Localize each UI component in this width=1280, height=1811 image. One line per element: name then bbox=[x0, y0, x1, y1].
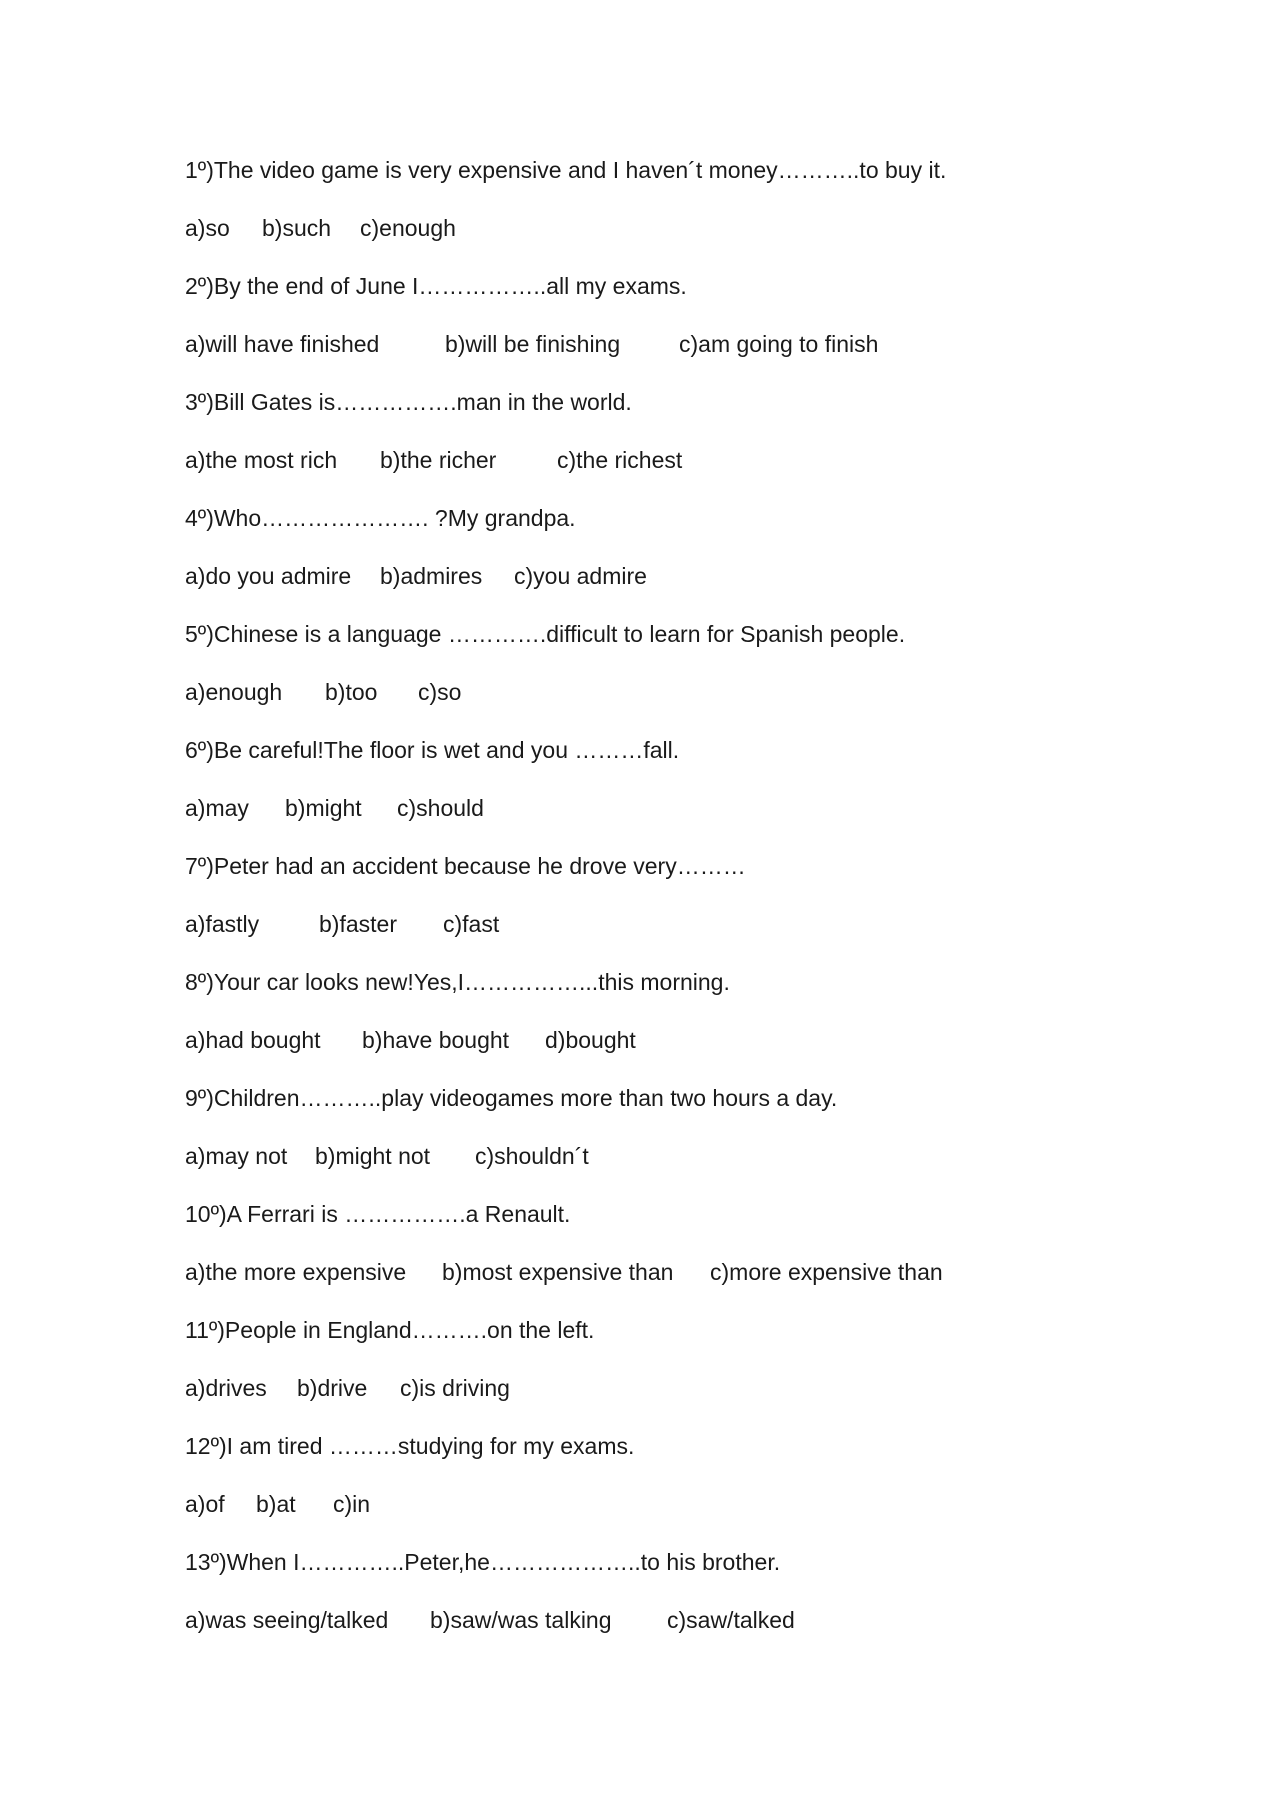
option-c: c)saw/talked bbox=[667, 1607, 795, 1633]
option-b: b)drive bbox=[297, 1375, 368, 1401]
answer-options bbox=[185, 1252, 1185, 1310]
option-a: a)the most rich bbox=[185, 447, 338, 473]
option-a: a)may not bbox=[185, 1143, 288, 1169]
option-c: c)am going to finish bbox=[679, 331, 879, 357]
answer-options bbox=[185, 788, 1185, 846]
option-c: c)in bbox=[333, 1491, 371, 1517]
option-a: a)of bbox=[185, 1491, 225, 1517]
question-text: 6º)Be careful!The floor is wet and you ………fall. bbox=[185, 737, 680, 763]
option-b: b)admires bbox=[380, 563, 483, 589]
option-b: b)such bbox=[262, 215, 332, 241]
option-a: a)enough bbox=[185, 679, 283, 705]
option-b: b)faster bbox=[319, 911, 397, 937]
question-text: 7º)Peter had an accident because he drove very……… bbox=[185, 853, 746, 879]
option-c: c)more expensive than bbox=[710, 1259, 943, 1285]
option-a: a)had bought bbox=[185, 1027, 321, 1053]
option-c: d)bought bbox=[545, 1027, 636, 1053]
answer-options bbox=[185, 556, 1185, 614]
option-a: a)do you admire bbox=[185, 563, 352, 589]
option-b: b)too bbox=[325, 679, 378, 705]
question-text: 8º)Your car looks new!Yes,I……………...this morning. bbox=[185, 969, 730, 995]
question-text: 2º)By the end of June I……………..all my exams. bbox=[185, 273, 687, 299]
option-a: a)fastly bbox=[185, 911, 260, 937]
answer-options bbox=[185, 1484, 1185, 1542]
question-text: 13º)When I…………..Peter,he………………..to his brother. bbox=[185, 1549, 781, 1575]
option-a: a)so bbox=[185, 215, 230, 241]
answer-options bbox=[185, 1368, 1185, 1426]
option-b: b)might bbox=[285, 795, 362, 821]
option-c: c)you admire bbox=[514, 563, 647, 589]
question-text: 5º)Chinese is a language ………….difficult to learn for Spanish people. bbox=[185, 621, 906, 647]
answer-options bbox=[185, 324, 1185, 382]
option-b: b)the richer bbox=[380, 447, 497, 473]
question-text: 4º)Who…………………. ?My grandpa. bbox=[185, 505, 576, 531]
option-a: a)will have finished bbox=[185, 331, 380, 357]
option-b: b)will be finishing bbox=[445, 331, 621, 357]
question-text: 1º)The video game is very expensive and I haven´t money………..to buy it. bbox=[185, 157, 947, 183]
option-b: b)might not bbox=[315, 1143, 431, 1169]
answer-options bbox=[185, 672, 1185, 730]
option-c: c)fast bbox=[443, 911, 500, 937]
option-c: c)is driving bbox=[400, 1375, 510, 1401]
option-b: b)at bbox=[256, 1491, 296, 1517]
option-a: a)drives bbox=[185, 1375, 267, 1401]
option-a: a)may bbox=[185, 795, 249, 821]
option-c: c)should bbox=[397, 795, 484, 821]
option-c: c)so bbox=[418, 679, 462, 705]
option-b: b)saw/was talking bbox=[430, 1607, 612, 1633]
option-b: b)have bought bbox=[362, 1027, 510, 1053]
option-c: c)the richest bbox=[557, 447, 683, 473]
question-text: 12º)I am tired ………studying for my exams. bbox=[185, 1433, 635, 1459]
option-c: c)enough bbox=[360, 215, 456, 241]
answer-options bbox=[185, 1136, 1185, 1194]
answer-options bbox=[185, 1020, 1185, 1078]
question-text: 9º)Children………..play videogames more than two hours a day. bbox=[185, 1085, 838, 1111]
answer-options bbox=[185, 208, 1185, 266]
option-a: a)the more expensive bbox=[185, 1259, 407, 1285]
option-c: c)shouldn´t bbox=[475, 1143, 589, 1169]
option-a: a)was seeing/talked bbox=[185, 1607, 389, 1633]
question-text: 3º)Bill Gates is…………….man in the world. bbox=[185, 389, 632, 415]
answer-options bbox=[185, 904, 1185, 962]
option-b: b)most expensive than bbox=[442, 1259, 674, 1285]
exercise-list bbox=[185, 150, 1185, 1658]
question-text: 10º)A Ferrari is …………….a Renault. bbox=[185, 1201, 571, 1227]
answer-options bbox=[185, 440, 1185, 498]
question-text: 11º)People in England……….on the left. bbox=[185, 1317, 595, 1343]
answer-options bbox=[185, 1600, 1185, 1658]
